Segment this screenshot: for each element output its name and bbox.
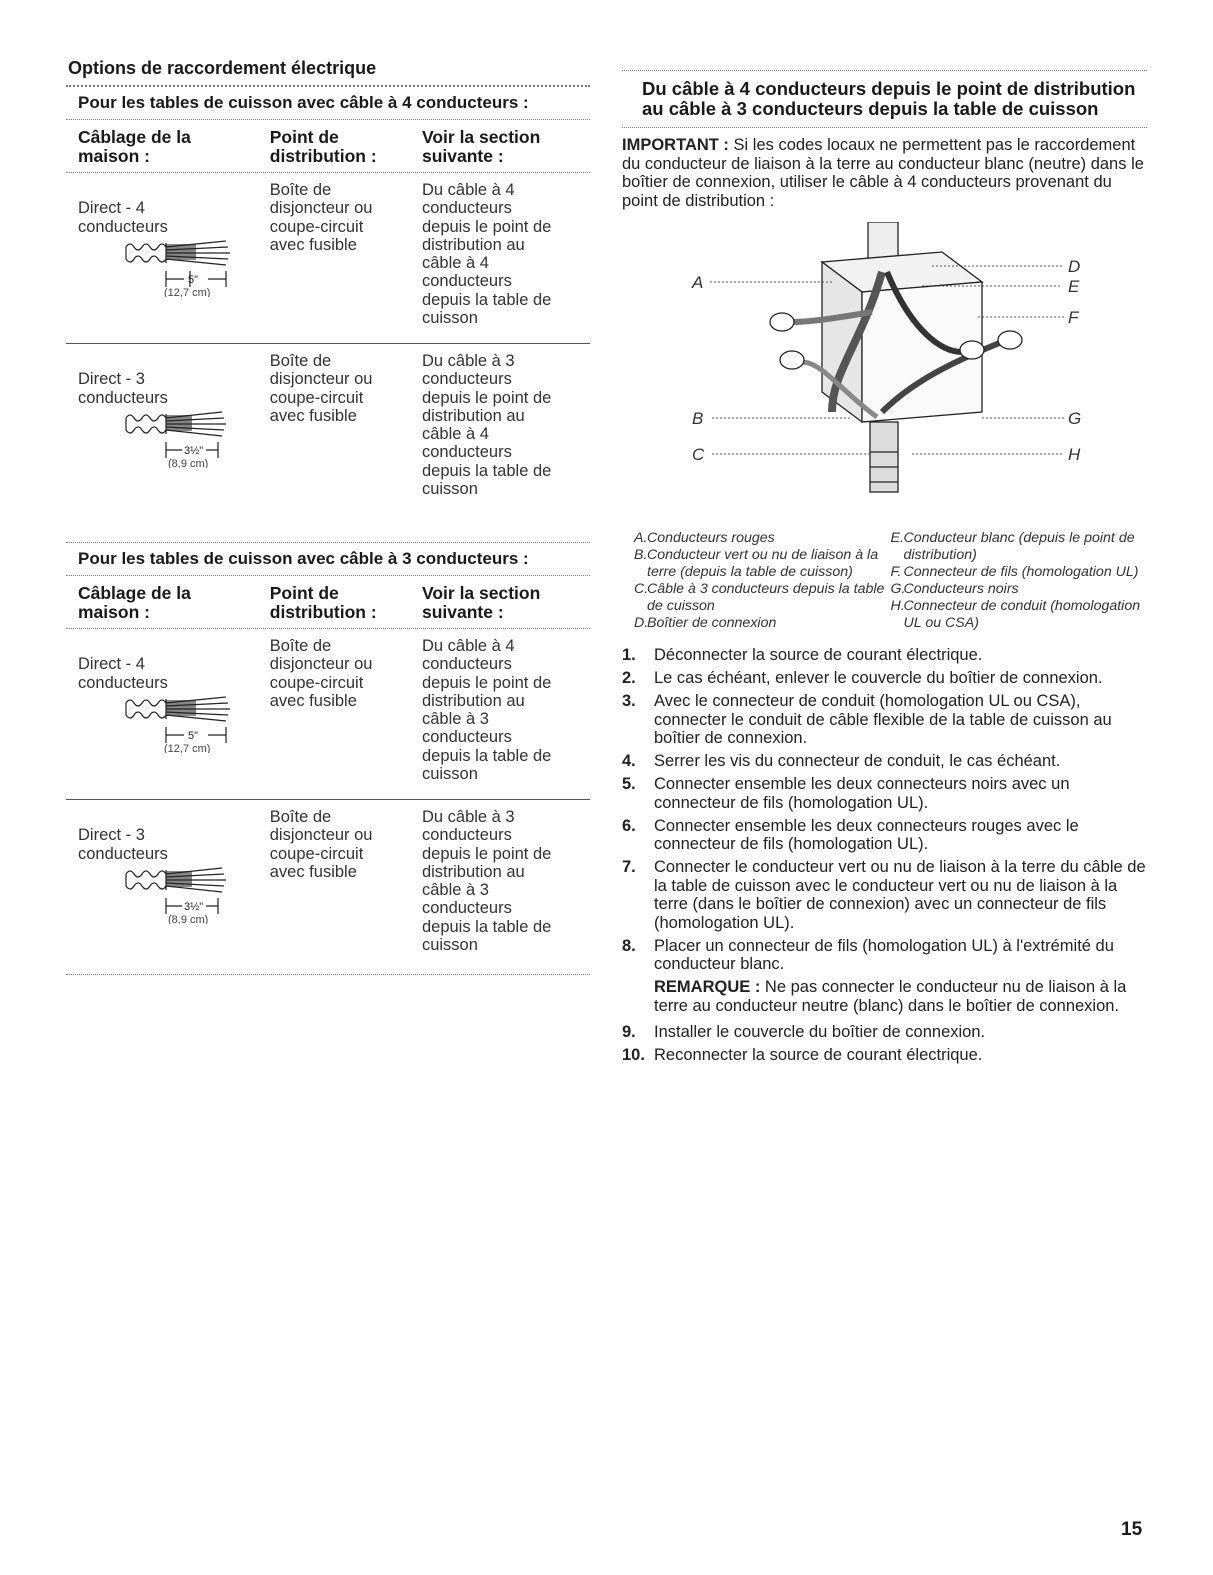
instruction-steps (622, 646, 1147, 974)
label-g: G (1068, 409, 1082, 428)
important-text: Si les codes locaux ne permettent pas le raccordement du conducteur de liaison à la terre au conducteur blanc (neutre) dans le boîtier de connexion, utiliser le câble à 4 conducteurs provenant du point de distribution : (622, 136, 1144, 210)
col-header-point: Point de distribution : (269, 127, 377, 166)
dimension-cm: (8,9 cm) (168, 914, 209, 924)
dimension-label: 3½" (184, 445, 204, 457)
dimension-label: 3½" (184, 901, 204, 913)
table-row (66, 344, 590, 514)
diagram-legend (634, 530, 1147, 632)
dimension-label: 5" (188, 730, 199, 742)
dimension-label: 5" (188, 274, 199, 286)
cell-section: Du câble à 4 conducteurs depuis le point de distribution au câble à 3 conducteurs depuis la table de cuisson (421, 637, 552, 784)
label-f: F (1068, 308, 1079, 327)
cable-4-wire-illustration (122, 235, 242, 297)
wiring-diagram-svg (682, 222, 1102, 522)
important-label: IMPORTANT : (622, 136, 729, 154)
legend-column (634, 530, 891, 632)
cell-wiring: Direct - 3 conducteurs 3½" (8,9 cm) (78, 352, 270, 502)
cell-point: Boîte de disjoncteur ou coupe-circuit avec fusible (269, 637, 373, 710)
cell-wiring: Direct - 4 conducteurs 5" (12,7 cm) (78, 637, 270, 787)
cable-4-wire-illustration (122, 691, 242, 753)
cell-section: Du câble à 3 conducteurs depuis le point de distribution au câble à 3 conducteurs depuis la table de cuisson (421, 808, 552, 955)
legend-item: C. Câble à 3 conducteurs depuis la table de cuisson (634, 581, 885, 614)
subheading-4-wire: Pour les tables de cuisson avec câble à 4 conducteurs : (78, 93, 529, 112)
subheading-3-wire: Pour les tables de cuisson avec câble à 3 conducteurs : (78, 549, 529, 568)
dimension-cm: (12,7 cm) (164, 743, 211, 753)
legend-item: D. Boîtier de connexion (634, 615, 777, 631)
cable-3-wire-illustration (122, 406, 242, 468)
step-item: 6. Connecter ensemble les deux connecteurs rouges avec le connecteur de fils (homologation UL). (622, 816, 1079, 853)
legend-item: H. Connecteur de conduit (homologation UL ou CSA) (890, 598, 1141, 631)
important-paragraph (622, 136, 1147, 210)
step-item: 4. Serrer les vis du connecteur de conduit, le cas échéant. (622, 752, 1061, 770)
col-header-section: Voir la section suivante : (421, 127, 541, 166)
col-header-wiring: Câblage de la maison : (78, 583, 191, 622)
dimension-cm: (8,9 cm) (168, 458, 209, 468)
remark-label: REMARQUE : (654, 978, 761, 996)
table-header (66, 120, 590, 172)
cell-section: Du câble à 3 conducteurs depuis le point de distribution au câble à 4 conducteurs depuis la table de cuisson (421, 352, 552, 499)
label-a: A (692, 273, 704, 292)
junction-box-diagram (682, 222, 1102, 522)
instructions-column (622, 58, 1147, 1069)
step-item: 2. Le cas échéant, enlever le couvercle du boîtier de connexion. (622, 669, 1103, 687)
cell-wiring: Direct - 4 conducteurs 5" (12,7 cm) (78, 181, 270, 331)
table-row (66, 800, 590, 970)
step-item: 7. Connecter le conducteur vert ou nu de liaison à la terre du câble de la table de cuisson avec le conducteur vert ou nu de liaison à la terre (dans le boîtier de connexion) avec un connecteur de fils (homologation UL). (622, 858, 1146, 932)
section-title: Options de raccordement électrique (68, 58, 377, 78)
table-row (66, 629, 590, 799)
cell-section: Du câble à 4 conducteurs depuis le point de distribution au câble à 4 conducteurs depuis la table de cuisson (421, 181, 552, 328)
page-number: 15 (1121, 1519, 1143, 1540)
legend-item: E. Conducteur blanc (depuis le point de distribution) (890, 530, 1135, 563)
remark-text: Ne pas connecter le conducteur nu de liaison à la terre au conducteur neutre (blanc) dans le boîtier de connexion. (654, 978, 1127, 1015)
col-header-point: Point de distribution : (269, 583, 377, 622)
legend-item: B. Conducteur vert ou nu de liaison à la terre (depuis la table de cuisson) (634, 547, 879, 580)
instruction-steps-continued (622, 1023, 1147, 1065)
label-e: E (1068, 277, 1080, 296)
step-item: 8. Placer un connecteur de fils (homologation UL) à l'extrémité du conducteur blanc. (622, 936, 1114, 973)
wiring-options-column (66, 58, 590, 975)
col-header-section: Voir la section suivante : (421, 583, 541, 622)
step-item: 9. Installer le couvercle du boîtier de connexion. (622, 1023, 986, 1041)
cell-point: Boîte de disjoncteur ou coupe-circuit avec fusible (269, 808, 373, 881)
legend-item: F. Connecteur de fils (homologation UL) (890, 564, 1139, 580)
step-item: 10. Reconnecter la source de courant électrique. (622, 1046, 983, 1064)
cell-wiring: Direct - 3 conducteurs 3½" (8,9 cm) (78, 808, 270, 958)
label-d: D (1068, 257, 1081, 276)
divider (66, 974, 590, 975)
col-header-wiring: Câblage de la maison : (78, 127, 191, 166)
step-item: 5. Connecter ensemble les deux connecteurs noirs avec un connecteur de fils (homologation UL). (622, 775, 1070, 812)
cell-point: Boîte de disjoncteur ou coupe-circuit avec fusible (269, 181, 373, 254)
legend-item: G. Conducteurs noirs (890, 581, 1019, 597)
step-item: 3. Avec le connecteur de conduit (homologation UL ou CSA), connecter le conduit de câble flexible de la table de cuisson au boîtier de connexion. (622, 692, 1112, 747)
step-item: 1. Déconnecter la source de courant électrique. (622, 646, 983, 664)
legend-item: A. Conducteurs rouges (634, 530, 775, 546)
legend-column (891, 530, 1148, 632)
dimension-cm: (12,7 cm) (164, 287, 211, 297)
label-c: C (692, 445, 705, 464)
divider (622, 127, 1147, 128)
cell-point: Boîte de disjoncteur ou coupe-circuit avec fusible (269, 352, 373, 425)
label-b: B (692, 409, 704, 428)
label-h: H (1068, 445, 1081, 464)
table-row (66, 173, 590, 343)
cable-3-wire-illustration (122, 862, 242, 924)
section-heading: Du câble à 4 conducteurs depuis le point de distribution au câble à 3 conducteurs depuis la table de cuisson (642, 78, 1136, 119)
remark-note (654, 978, 1147, 1015)
table-header (66, 576, 590, 628)
